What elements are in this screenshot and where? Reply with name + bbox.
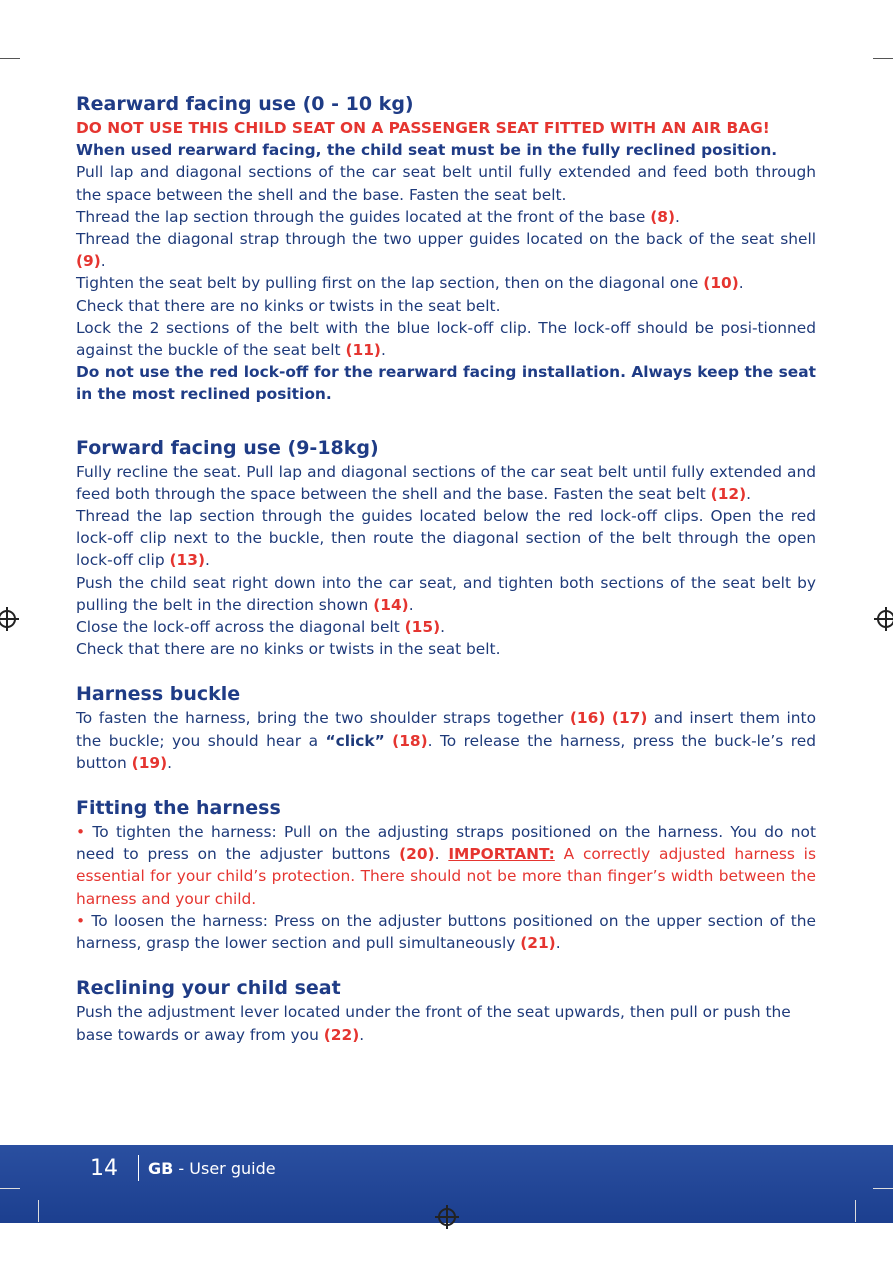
heading-forward-facing: Forward facing use (9-18kg) (76, 436, 379, 459)
figure-ref: (12) (710, 484, 747, 503)
bullet-dot: • (76, 911, 86, 930)
fitting-loosen-text: To loosen the harness: Press on the adjuster buttons positioned on the upper section of the harness, grasp the lower section and pull simultaneously (76, 911, 816, 953)
guide-label: - User guide (173, 1159, 276, 1178)
figure-ref: (14) (373, 595, 409, 614)
footer-label (148, 1158, 276, 1180)
rearward-step-6-text: Lock the 2 sections of the belt with the blue lock-off clip. The lock-off should be posi-tionned against the buckle of the seat belt (76, 318, 816, 360)
rearward-red-lockoff-warning: Do not use the red lock-off for the rearward facing installation. Always keep the seat in the most reclined position. (76, 363, 816, 404)
rearward-step-3: Thread the diagonal strap through the two upper guides located on the back of the seat shell (9). (76, 230, 816, 271)
heading-harness-buckle: Harness buckle (76, 683, 241, 706)
buckle-text-1: To fasten the harness, bring the two shoulder straps together (76, 709, 570, 728)
buckle-text-3: . To release the harness, press the buck-le’s red button (76, 731, 816, 772)
rearward-step-1: Pull lap and diagonal sections of the car seat belt until fully extended and feed both through the space between the shell and the base. Fasten the seat belt. (76, 163, 816, 204)
figure-ref: (18) (392, 731, 428, 750)
click-word: “click” (325, 731, 385, 750)
figure-ref: (15) (404, 618, 441, 637)
registration-mark-right-icon (877, 610, 893, 628)
page-number: 14 (90, 1156, 118, 1181)
figure-ref: (21) (520, 934, 556, 953)
trim-mark-top-left (0, 58, 20, 59)
trim-mark-top-right (873, 58, 893, 59)
figure-ref: (20) (399, 845, 435, 864)
buckle-instructions: To fasten the harness, bring the two shoulder straps together (16) (17) and insert them into the buckle; you should hear a “click” (18). To release the harness, press the buck-le’s red button (19). (76, 709, 816, 772)
document-body (76, 92, 816, 1046)
forward-step-1: Fully recline the seat. Pull lap and diagonal sections of the car seat belt until fully extended and feed both through the space between the shell and the base. Fasten the seat belt (12). (76, 462, 816, 503)
figure-ref: (9) (76, 252, 101, 271)
important-label: IMPORTANT: (448, 845, 555, 864)
recline-notice: When used rearward facing, the child seat must be in the fully reclined position. (76, 141, 778, 160)
fitting-loosen: • To loosen the harness: Press on the adjuster buttons positioned on the upper section of the harness, grasp the lower section and pull simultaneously (21). (76, 911, 816, 953)
section-harness-buckle (76, 682, 816, 774)
forward-step-4-text: Close the lock-off across the diagonal belt (76, 618, 405, 637)
forward-step-1-text: Fully recline the seat. Pull lap and diagonal sections of the car seat belt until fully extended and feed both through the space between the shell and the base. Fasten the seat belt (76, 462, 816, 503)
figure-ref: (17) (611, 709, 648, 728)
fitting-tighten: • To tighten the harness: Pull on the adjusting straps positioned on the harness. You do not need to press on the adjuster buttons (20). IMPORTANT: A correctly adjusted harness is essential for your child’s protection. There should not be more than finger’s width between the harness and your child. (76, 823, 816, 908)
figure-ref: (16) (569, 709, 606, 728)
forward-step-5: Check that there are no kinks or twists in the seat belt. (76, 640, 501, 659)
rearward-step-5: Check that there are no kinks or twists in the seat belt. (76, 296, 501, 315)
section-forward-facing (76, 436, 816, 661)
registration-mark-bottom-icon (438, 1208, 456, 1226)
reclining-instructions: Push the adjustment lever located under the front of the seat upwards, then pull or push the base towards or away from you (22). (76, 1003, 791, 1044)
rearward-step-2: Thread the lap section through the guides located at the front of the base (8). (76, 207, 680, 226)
footer-divider (138, 1155, 139, 1181)
rearward-step-4-text: Tighten the seat belt by pulling first on the lap section, then on the diagonal one (76, 274, 704, 293)
figure-ref: (19) (131, 753, 168, 772)
airbag-warning: DO NOT USE THIS CHILD SEAT ON A PASSENGER SEAT FITTED WITH AN AIR BAG! (76, 119, 770, 137)
figure-ref: (13) (169, 551, 205, 570)
fitting-tighten-text: To tighten the harness: Pull on the adjusting straps positioned on the harness. You do not need to press on the adjuster buttons (76, 823, 816, 864)
reclining-text: Push the adjustment lever located under the front of the seat upwards, then pull or push the base towards or away from you (76, 1003, 791, 1044)
registration-mark-left-icon (0, 610, 16, 628)
heading-rearward-facing: Rearward facing use (0 - 10 kg) (76, 93, 414, 115)
figure-ref: (11) (345, 341, 381, 360)
section-rearward-facing (76, 92, 816, 406)
heading-reclining: Reclining your child seat (76, 977, 341, 1000)
trim-mark-bottom-right-vertical (855, 1200, 856, 1222)
section-reclining (76, 976, 816, 1045)
bullet-dot: • (76, 823, 86, 842)
heading-fitting-harness: Fitting the harness (76, 797, 281, 820)
buckle-text-2: and insert them into the buckle; you should hear a (76, 709, 816, 750)
trim-mark-bottom-left-vertical (38, 1200, 39, 1222)
rearward-step-2-text: Thread the lap section through the guides located at the front of the base (76, 207, 651, 226)
rearward-step-3-text: Thread the diagonal strap through the two upper guides located on the back of the seat shell (76, 230, 816, 249)
figure-ref: (22) (323, 1025, 360, 1044)
forward-step-3-text: Push the child seat right down into the car seat, and tighten both sections of the seat belt by pulling the belt in the direction shown (76, 573, 816, 614)
rearward-step-6: Lock the 2 sections of the belt with the blue lock-off clip. The lock-off should be posi-tionned against the buckle of the seat belt (11). (76, 318, 816, 360)
trim-mark-bottom-right (873, 1188, 893, 1189)
language-code: GB (148, 1159, 174, 1178)
forward-step-2-text: Thread the lap section through the guides located below the red lock-off clips. Open the red lock-off clip next to the buckle, then route the diagonal section of the belt through the open lock-off clip (76, 507, 816, 570)
forward-step-4: Close the lock-off across the diagonal belt (15). (76, 618, 446, 637)
figure-ref: (10) (703, 274, 739, 293)
forward-step-3: Push the child seat right down into the car seat, and tighten both sections of the seat belt by pulling the belt in the direction shown (14). (76, 573, 816, 614)
rearward-step-4: Tighten the seat belt by pulling first on the lap section, then on the diagonal one (10). (76, 274, 744, 293)
section-fitting-harness (76, 796, 816, 954)
trim-mark-bottom-left (0, 1188, 20, 1189)
important-warning: A correctly adjusted harness is essential for your child’s protection. There should not be more than finger’s width between the harness and your child. (76, 845, 816, 908)
figure-ref: (8) (650, 207, 676, 226)
forward-step-2: Thread the lap section through the guides located below the red lock-off clips. Open the red lock-off clip next to the buckle, then route the diagonal section of the belt through the open lock-off clip (13). (76, 507, 816, 570)
